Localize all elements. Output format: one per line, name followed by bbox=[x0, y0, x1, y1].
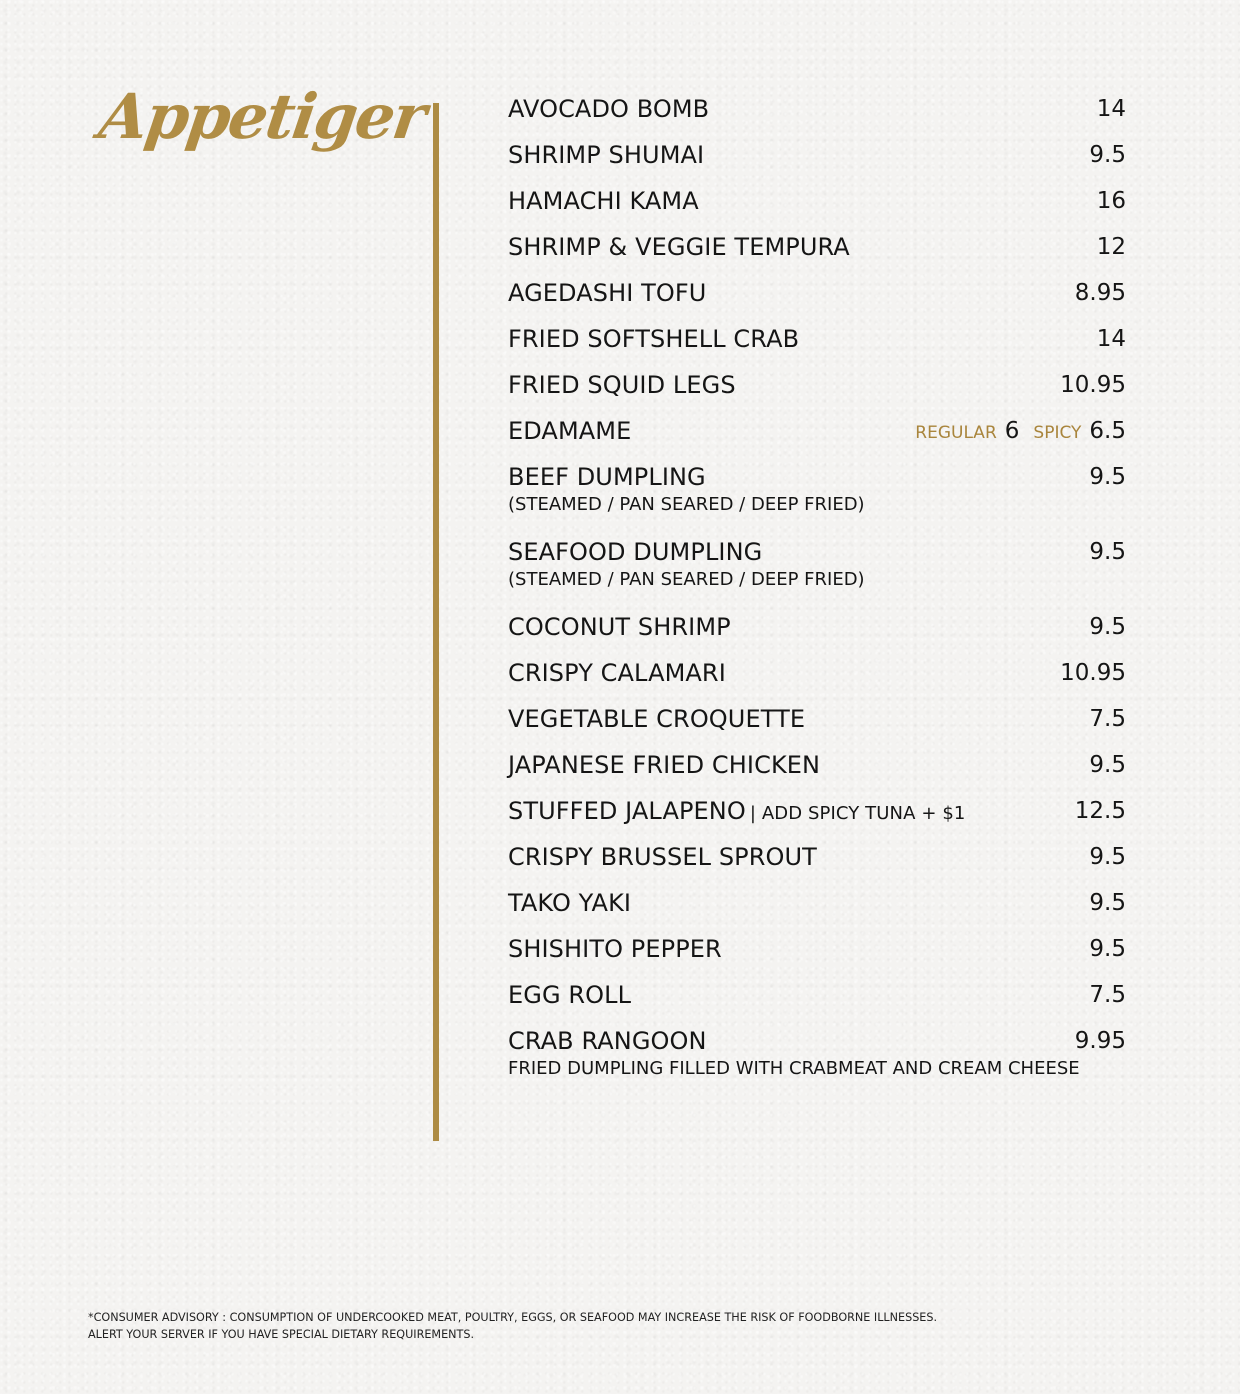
menu-item bbox=[508, 322, 1126, 368]
item-name: TAKO YAKI bbox=[508, 889, 632, 917]
menu-item bbox=[508, 886, 1126, 932]
item-price: 12.5 bbox=[1074, 798, 1126, 824]
menu-item bbox=[508, 535, 1126, 610]
consumer-advisory bbox=[88, 1309, 937, 1343]
section-divider bbox=[433, 103, 439, 1141]
item-price: 9.95 bbox=[1074, 1028, 1126, 1054]
advisory-line-2: ALERT YOUR SERVER IF YOU HAVE SPECIAL DIETARY REQUIREMENTS. bbox=[88, 1328, 474, 1341]
item-price: 12 bbox=[1096, 234, 1126, 260]
menu-item bbox=[508, 702, 1126, 748]
item-name: SHISHITO PEPPER bbox=[508, 935, 722, 963]
menu-item bbox=[508, 138, 1126, 184]
menu-item bbox=[508, 460, 1126, 535]
item-name-text: STUFFED JALAPENO bbox=[508, 797, 746, 825]
option-label-regular: REGULAR bbox=[915, 423, 997, 443]
option-price-spicy: 6.5 bbox=[1089, 418, 1126, 444]
item-price: 9.5 bbox=[1089, 752, 1126, 778]
item-description: (STEAMED / PAN SEARED / DEEP FRIED) bbox=[508, 569, 865, 590]
item-price: 9.5 bbox=[1089, 890, 1126, 916]
item-price: 9.5 bbox=[1089, 844, 1126, 870]
item-addon-note: | ADD SPICY TUNA + $1 bbox=[749, 803, 966, 824]
item-price: 9.5 bbox=[1089, 614, 1126, 640]
menu-item bbox=[508, 368, 1126, 414]
item-name: CRISPY BRUSSEL SPROUT bbox=[508, 843, 817, 871]
item-name: HAMACHI KAMA bbox=[508, 187, 699, 215]
menu-item bbox=[508, 932, 1126, 978]
menu-item bbox=[508, 610, 1126, 656]
menu-item bbox=[508, 414, 1126, 460]
option-prices bbox=[915, 415, 1126, 449]
menu-item bbox=[508, 840, 1126, 886]
item-name: CRAB RANGOON bbox=[508, 1027, 707, 1055]
menu-item bbox=[508, 794, 1126, 840]
item-price: 8.95 bbox=[1074, 280, 1126, 306]
menu-item bbox=[508, 1024, 1126, 1099]
option-price-regular: 6 bbox=[1004, 418, 1020, 444]
menu-item bbox=[508, 230, 1126, 276]
item-description: FRIED DUMPLING FILLED WITH CRABMEAT AND CREAM CHEESE bbox=[508, 1058, 1080, 1079]
item-name: AGEDASHI TOFU bbox=[508, 279, 707, 307]
item-price: 10.95 bbox=[1060, 660, 1126, 686]
item-price: 9.5 bbox=[1089, 936, 1126, 962]
menu-item bbox=[508, 92, 1126, 138]
item-price: 16 bbox=[1096, 188, 1126, 214]
appetizer-list bbox=[508, 92, 1126, 1099]
menu-item bbox=[508, 184, 1126, 230]
item-price: 7.5 bbox=[1089, 982, 1126, 1008]
menu-item bbox=[508, 656, 1126, 702]
item-name: JAPANESE FRIED CHICKEN bbox=[508, 751, 821, 779]
item-price: 9.5 bbox=[1089, 539, 1126, 565]
item-name: SHRIMP SHUMAI bbox=[508, 141, 705, 169]
item-name: VEGETABLE CROQUETTE bbox=[508, 705, 806, 733]
item-price: 14 bbox=[1096, 326, 1126, 352]
item-name: SHRIMP & VEGGIE TEMPURA bbox=[508, 233, 850, 261]
item-name bbox=[508, 795, 965, 830]
item-description: (STEAMED / PAN SEARED / DEEP FRIED) bbox=[508, 494, 865, 515]
menu-item bbox=[508, 276, 1126, 322]
item-name: AVOCADO BOMB bbox=[508, 95, 710, 123]
option-label-spicy: SPICY bbox=[1033, 423, 1082, 443]
item-name: CRISPY CALAMARI bbox=[508, 659, 726, 687]
item-name: EDAMAME bbox=[508, 417, 632, 445]
menu-item bbox=[508, 748, 1126, 794]
item-name: FRIED SOFTSHELL CRAB bbox=[508, 325, 800, 353]
item-price: 9.5 bbox=[1089, 464, 1126, 490]
item-price: 9.5 bbox=[1089, 142, 1126, 168]
item-name: BEEF DUMPLING bbox=[508, 463, 706, 491]
item-name: FRIED SQUID LEGS bbox=[508, 371, 736, 399]
item-name: SEAFOOD DUMPLING bbox=[508, 538, 763, 566]
menu-item bbox=[508, 978, 1126, 1024]
item-price: 7.5 bbox=[1089, 706, 1126, 732]
item-price: 14 bbox=[1096, 96, 1126, 122]
item-price: 10.95 bbox=[1060, 372, 1126, 398]
advisory-line-1: *CONSUMER ADVISORY : CONSUMPTION OF UNDERCOOKED MEAT, POULTRY, EGGS, OR SEAFOOD MAY INCREASE THE RISK OF FOODBORNE ILLNESSES. bbox=[88, 1311, 938, 1324]
section-title: Appetiger bbox=[94, 80, 430, 153]
item-name: EGG ROLL bbox=[508, 981, 632, 1009]
item-name: COCONUT SHRIMP bbox=[508, 613, 731, 641]
